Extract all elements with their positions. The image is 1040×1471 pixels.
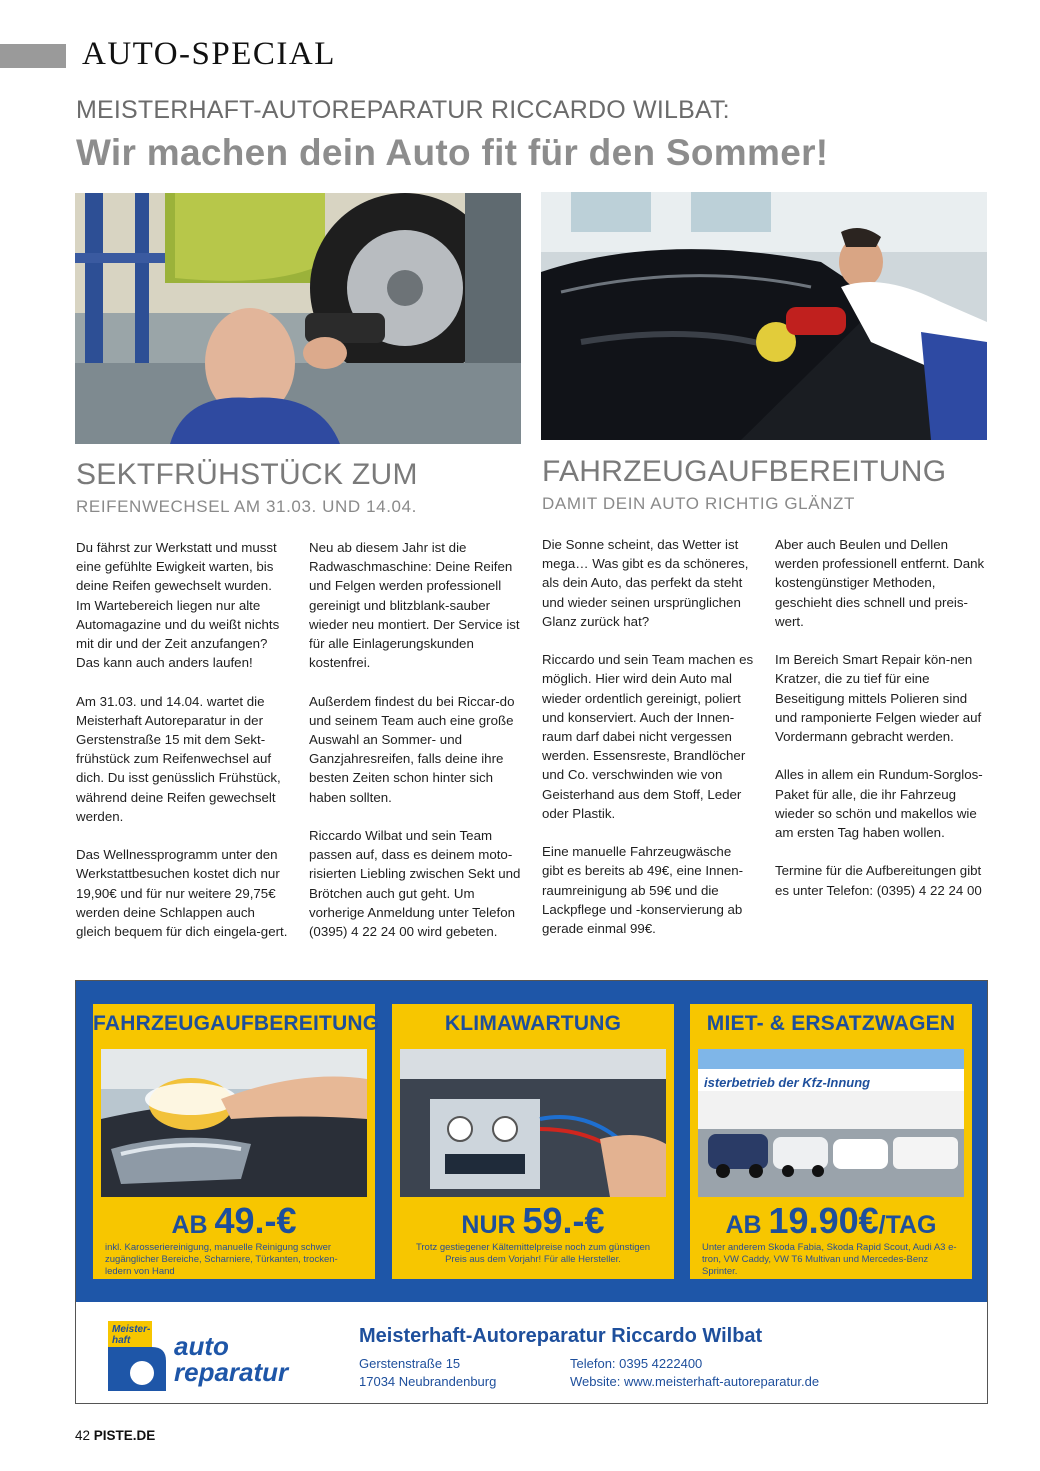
paragraph: Riccardo Wilbat und sein Team passen auf, dass es deinem moto-risierten Liebling zwischen Sekt und Brötchen auch gut geht. Um vorherige Anmeldung unter Telefon (0395) 4 22 24 00 wird gebeten.: [309, 828, 521, 940]
offer-note: inkl. Karosseriereinigung, manuelle Reinigung schwer zugänglicher Bereiche, Scharniere, Türkanten, trocken-ledern von Hand: [105, 1242, 338, 1277]
logo-word-auto: auto: [174, 1331, 229, 1361]
city: 17034 Neubrandenburg: [359, 1374, 497, 1389]
offer-note: Trotz gestiegener Kältemittelpreise noch zum günstigen Preis aus dem Vorjahr! Für alle Hersteller.: [415, 1242, 651, 1265]
logo-word-reparatur: reparatur: [174, 1357, 289, 1387]
offer-title: MIET- & ERSATZWAGEN: [706, 1012, 956, 1035]
ad-offers-banner: [76, 981, 987, 1302]
paragraph: Alles in allem ein Rundum-Sorglos-Paket für alle, die ihr Fahrzeug wieder so schön und makellos wie am ersten Tag haben wollen.: [775, 767, 983, 841]
paragraph: Das Wellnessprogramm unter den Werkstattbesuchen kostet dich nur 19,90€ und für nur weitere 29,75€ werden deine Schlappen auch gleich bequem für dich eingela-gert.: [76, 847, 288, 940]
offer-panel-rental-cars: [690, 1004, 972, 1279]
publication-brand: PISTE.DE: [93, 1428, 156, 1443]
right-subheading: DAMIT DEIN AUTO RICHTIG GLÄNZT: [542, 494, 856, 513]
car-polishing-photo: [541, 192, 987, 440]
paragraph: Du fährst zur Werkstatt und musst eine gefühlte Ewigkeit warten, bis deine Reifen gewechselt wurden. Im Wartebereich liegen nur alte Automagazine und du weißt nichts mit dir und der Zeit anzufangen? Das kann auch anders laufen!: [76, 540, 280, 671]
company-name: Meisterhaft-Autoreparatur Riccardo Wilbat: [359, 1325, 763, 1347]
building-sign: isterbetrieb der Kfz-Innung: [704, 1075, 871, 1090]
ac-service-photo: [400, 1049, 666, 1197]
website: Website: www.meisterhaft-autoreparatur.de: [570, 1374, 820, 1389]
phone: Telefon: 0395 4222400: [570, 1356, 703, 1371]
paragraph: Termine für die Aufbereitungen gibt es unter Telefon: (0395) 4 22 24 00: [775, 863, 982, 898]
right-heading: FAHRZEUGAUFBEREITUNG: [542, 455, 947, 488]
page-number: 42: [75, 1428, 91, 1443]
offer-price: NUR 59.-€: [461, 1200, 605, 1241]
logo-badge: [108, 1321, 166, 1391]
offer-price: AB 19.90€/TAG: [725, 1200, 937, 1241]
offer-price: AB 49.-€: [171, 1200, 297, 1241]
article-headline: Wir machen dein Auto fit für den Sommer!: [76, 132, 829, 173]
offer-panel-ac-service: [392, 1004, 674, 1279]
logo-badge-text: Meister- haft: [112, 1324, 151, 1346]
offer-note: Unter anderem Skoda Fabia, Skoda Rapid Scout, Audi A3 e-tron, VW Caddy, VW T6 Multivan und Mercedes-Benz Sprinter.: [702, 1242, 957, 1277]
rental-fleet-photo: [698, 1049, 964, 1197]
section-title: AUTO-SPECIAL: [82, 36, 336, 72]
text-column-2: [309, 538, 521, 960]
paragraph: Am 31.03. und 14.04. wartet die Meisterhaft Autoreparatur in der Gerstenstraße 15 mit dem Sekt-frühstück zum Reifenwechsel auf dich. Du isst genüsslich Frühstück, während deine Reifen gewechselt werden.: [76, 693, 281, 824]
paragraph: Aber auch Beulen und Dellen werden professionell entfernt. Dank kostengünstiger Methoden, geschieht dies schnell und preis-wert.: [775, 537, 985, 629]
page-footer: [75, 1428, 155, 1443]
company-contact: [570, 1355, 819, 1391]
text-column-4: [775, 535, 987, 919]
paragraph: Neu ab diesem Jahr ist die Radwaschmaschine: Deine Reifen und Felgen werden professionell gereinigt und blitzblank-sauber wieder neu montiert. Der Service ist für alle Einlagerungskunden kostenfrei.: [309, 540, 520, 671]
mechanic-tire-photo: [75, 193, 521, 444]
section-color-bar: [0, 44, 66, 68]
car-washing-photo: [101, 1049, 367, 1197]
left-heading: SEKTFRÜHSTÜCK ZUM: [76, 458, 418, 491]
advertisement: [75, 980, 988, 1404]
left-subheading: REIFENWECHSEL AM 31.03. UND 14.04.: [76, 497, 417, 516]
street: Gerstenstraße 15: [359, 1356, 461, 1371]
offer-panel-car-detailing: [93, 1004, 380, 1279]
offer-title: FAHRZEUGAUFBEREITUNG: [93, 1012, 380, 1035]
paragraph: Die Sonne scheint, das Wetter ist mega… Was gibt es da schöneres, als dein Auto, das perfekt da steht und wieder seinen ursprünglichen Glanz zurück hat?: [542, 537, 749, 629]
company-logo: [108, 1321, 308, 1391]
paragraph: Riccardo und sein Team machen es möglich. Hier wird dein Auto mal wieder ordentlich gereinigt, poliert und konserviert. Auch der Innen-raum darf dabei nicht vergessen werden. Essensreste, Brandlöcher und Co. verschwinden wie von Geisterhand aus dem Stoff, Leder oder Plastik.: [542, 652, 754, 821]
paragraph: Im Bereich Smart Repair kön-nen Kratzer, die zu tief für eine Beseitigung mittels Polieren sind und ramponierte Felgen wieder auf Vordermann gebracht werden.: [775, 652, 982, 745]
text-column-3: [542, 535, 754, 957]
article-kicker: MEISTERHAFT-AUTOREPARATUR RICCARDO WILBAT:: [76, 96, 730, 124]
text-column-1: [76, 538, 288, 960]
paragraph: Eine manuelle Fahrzeugwäsche gibt es bereits ab 49€, eine Innen-raumreinigung ab 59€ und die Lackpflege und -konservierung ab gerade einmal 99€.: [542, 844, 744, 937]
company-address: [359, 1355, 496, 1391]
paragraph: Außerdem findest du bei Riccar-do und seinem Team auch eine große Auswahl an Sommer- und Ganzjahresreifen, falls deine ihre besten Zeiten schon hinter sich haben sollten.: [309, 693, 515, 805]
offer-title: KLIMAWARTUNG: [444, 1012, 622, 1035]
